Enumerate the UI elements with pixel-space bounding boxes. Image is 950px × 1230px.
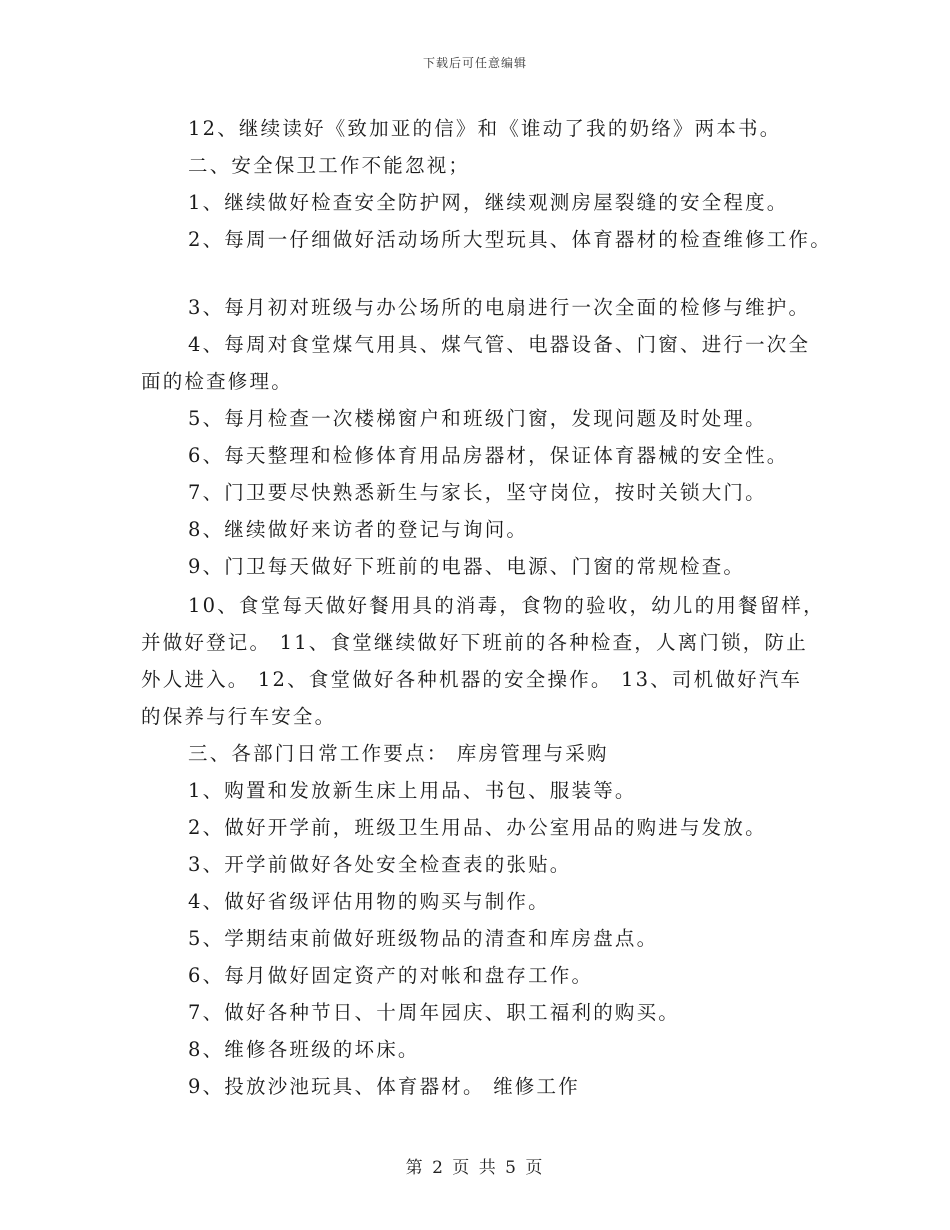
paragraph-line: 12、继续读好《致加亚的信》和《谁动了我的奶络》两本书。 (188, 117, 782, 140)
paragraph-line: 并做好登记。 11、食堂继续做好下班前的各种检查，人离门锁，防止 (141, 631, 808, 654)
section-heading: 三、各部门日常工作要点： 库房管理与采购 (188, 742, 609, 765)
paragraph-line: 8、维修各班级的坏床。 (188, 1038, 420, 1061)
paragraph-line: 5、每月检查一次楼梯窗户和班级门窗，发现问题及时处理。 (188, 407, 767, 430)
paragraph-line: 7、做好各种节日、十周年园庆、职工福利的购买。 (188, 1001, 681, 1024)
paragraph-line: 4、做好省级评估用物的购买与制作。 (188, 890, 550, 913)
paragraph-line: 外人进入。 12、食堂做好各种机器的安全操作。 13、司机做好汽车 (141, 668, 803, 691)
paragraph-line: 2、每周一仔细做好活动场所大型玩具、体育器材的检查维修工作。 (188, 228, 832, 251)
paragraph-line: 3、每月初对班级与办公场所的电扇进行一次全面的检修与维护。 (188, 296, 811, 319)
page-number-footer: 第 2 页 共 5 页 (405, 1158, 545, 1178)
paragraph-line: 10、食堂每天做好餐用具的消毒，食物的验收，幼儿的用餐留样， (188, 594, 825, 617)
paragraph-line: 3、开学前做好各处安全检查表的张贴。 (188, 853, 572, 876)
paragraph-line: 5、学期结束前做好班级物品的清查和库房盘点。 (188, 927, 659, 950)
paragraph-line: 1、购置和发放新生床上用品、书包、服装等。 (188, 779, 637, 802)
paragraph-line: 6、每天整理和检修体育用品房器材，保证体育器械的安全性。 (188, 444, 789, 467)
paragraph-line: 6、每月做好固定资产的对帐和盘存工作。 (188, 964, 594, 987)
paragraph-line: 9、投放沙池玩具、体育器材。 维修工作 (188, 1075, 580, 1098)
paragraph-line: 7、门卫要尽快熟悉新生与家长，坚守岗位，按时关锁大门。 (188, 481, 767, 504)
paragraph-line: 面的检查修理。 (141, 370, 293, 393)
paragraph-line: 8、继续做好来访者的登记与询问。 (188, 518, 529, 541)
paragraph-line: 的保养与行车安全。 (141, 705, 337, 728)
page-header: 下载后可任意编辑 (422, 56, 527, 70)
section-heading: 二、安全保卫工作不能忽视； (188, 154, 471, 177)
paragraph-line: 9、门卫每天做好下班前的电器、电源、门窗的常规检查。 (188, 555, 746, 578)
paragraph-line: 1、继续做好检查安全防护网，继续观测房屋裂缝的安全程度。 (188, 191, 789, 214)
paragraph-line: 2、做好开学前，班级卫生用品、办公室用品的购进与发放。 (188, 816, 767, 839)
paragraph-line: 4、每周对食堂煤气用具、煤气管、电器设备、门窗、进行一次全 (188, 333, 811, 356)
